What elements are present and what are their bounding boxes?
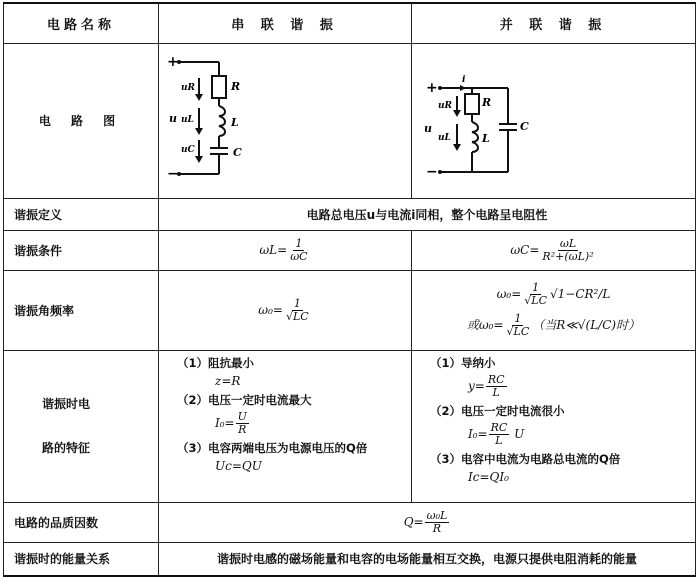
parallel-frequency-line2 xyxy=(412,313,695,338)
definition-text: 电路总电压u与电流i同相，整个电路呈电阻性 xyxy=(159,198,696,230)
parallel-feature-2-fraction xyxy=(489,422,510,447)
condition-row xyxy=(4,230,696,270)
series-feature-1-eq: z=R xyxy=(215,373,241,388)
parallel-condition-num: ωL xyxy=(559,236,577,250)
parallel-condition-fraction xyxy=(540,238,595,263)
series-uC-label: uC xyxy=(181,144,195,155)
parallel-C-label: C xyxy=(520,119,529,133)
parallel-frequency-den2: √LC xyxy=(506,325,530,338)
series-plus-sign: + xyxy=(167,53,179,70)
energy-row xyxy=(4,542,696,576)
header-parallel-resonance: 并 联 谐 振 xyxy=(412,3,696,43)
parallel-uL-label: uL xyxy=(438,132,451,143)
energy-label: 谐振时的能量关系 xyxy=(4,542,159,576)
quality-factor-label: 电路的品质因数 xyxy=(4,502,159,542)
parallel-L-label: L xyxy=(482,131,490,145)
parallel-uR-label: uR xyxy=(438,100,453,111)
parallel-frequency-radical: √1−CR²/L xyxy=(550,287,611,301)
series-feature-2-lhs: I₀= xyxy=(215,415,235,430)
parallel-feature-1-eq xyxy=(430,374,695,399)
quality-factor-num: ω₀L xyxy=(426,508,448,522)
header-series-resonance: 串 联 谐 振 xyxy=(159,3,412,43)
parallel-feature-2-den: L xyxy=(495,433,503,447)
series-frequency-num: 1 xyxy=(293,296,301,310)
parallel-circuit-cell xyxy=(412,43,696,198)
parallel-frequency-lhs2: 或ω₀= xyxy=(466,318,504,332)
series-feature-1: （1）阻抗最小 xyxy=(177,355,255,370)
series-minus-sign: − xyxy=(167,165,179,182)
quality-factor-fraction xyxy=(425,510,450,535)
series-condition-fraction xyxy=(288,238,309,263)
parallel-u-label: u xyxy=(424,121,432,135)
quality-factor-den: R xyxy=(432,521,442,535)
parallel-frequency-num2: 1 xyxy=(514,312,522,325)
series-frequency-den: √LC xyxy=(285,309,309,323)
header-row xyxy=(4,3,696,43)
series-condition-formula xyxy=(159,230,412,270)
features-label-line2: 路的特征 xyxy=(42,441,91,455)
parallel-frequency-formula xyxy=(412,270,696,350)
series-feature-2-den: R xyxy=(238,422,247,436)
parallel-feature-1-lhs: y= xyxy=(468,378,485,393)
parallel-feature-1-fraction xyxy=(486,374,507,399)
series-L-label: L xyxy=(231,115,239,129)
features-row xyxy=(4,350,696,502)
parallel-feature-2-rhs: U xyxy=(514,426,525,441)
energy-text: 谐振时电感的磁场能量和电容的电场能量相互交换，电源只提供电阻消耗的能量 xyxy=(159,542,696,576)
parallel-R-label: R xyxy=(482,95,492,109)
parallel-feature-1: （1）导纳小 xyxy=(430,355,496,370)
series-condition-den: ωC xyxy=(290,249,308,263)
header-circuit-name: 电路名称 xyxy=(4,3,159,43)
features-label-line1: 谐振时电 xyxy=(42,397,91,411)
series-frequency-formula xyxy=(159,270,412,350)
parallel-condition-lhs: ωC= xyxy=(510,242,540,257)
parallel-frequency-condition: （当R≪√(L/C)时） xyxy=(532,318,641,332)
series-uL-label: uL xyxy=(181,114,194,125)
series-feature-2: （2）电压一定时电流最大 xyxy=(177,392,312,407)
series-feature-3-eq: Uc=QU xyxy=(215,458,262,473)
parallel-feature-3-eq: Ic=QI₀ xyxy=(468,469,509,484)
parallel-feature-2-num: RC xyxy=(490,420,508,434)
parallel-features xyxy=(412,350,696,502)
parallel-plus-sign: + xyxy=(426,79,438,96)
series-feature-2-num: U xyxy=(237,409,247,423)
diagram-row xyxy=(4,43,696,198)
parallel-circuit-diagram xyxy=(412,44,696,194)
resonance-comparison-table xyxy=(3,2,696,577)
series-frequency-lhs: ω₀= xyxy=(258,302,283,317)
parallel-minus-sign: − xyxy=(426,163,438,180)
series-feature-2-fraction xyxy=(236,411,249,436)
definition-row xyxy=(4,198,696,230)
condition-label: 谐振条件 xyxy=(4,230,159,270)
series-u-label: u xyxy=(169,111,177,125)
series-R-label: R xyxy=(231,79,241,93)
parallel-frequency-fraction1 xyxy=(522,282,549,307)
series-features xyxy=(159,350,412,502)
angular-frequency-row xyxy=(4,270,696,350)
features-label xyxy=(4,350,159,502)
definition-label: 谐振定义 xyxy=(4,198,159,230)
parallel-feature-2-lhs: I₀= xyxy=(468,426,488,441)
quality-factor-formula xyxy=(159,502,696,542)
parallel-feature-1-num: RC xyxy=(487,372,505,386)
series-condition-num: 1 xyxy=(295,236,303,250)
parallel-frequency-line1 xyxy=(412,282,695,307)
parallel-feature-1-den: L xyxy=(492,385,500,399)
parallel-i-label: i xyxy=(462,74,466,85)
series-C-label: C xyxy=(233,145,242,159)
series-frequency-fraction xyxy=(284,298,311,323)
series-uR-label: uR xyxy=(181,82,196,93)
parallel-feature-2: （2）电压一定时电流很小 xyxy=(430,403,565,418)
series-condition-lhs: ωL= xyxy=(259,242,288,257)
parallel-feature-3: （3）电容中电流为电路总电流的Q倍 xyxy=(430,451,621,466)
parallel-condition-formula xyxy=(412,230,696,270)
quality-factor-lhs: Q= xyxy=(403,514,424,529)
parallel-frequency-lhs1: ω₀= xyxy=(496,287,522,301)
parallel-feature-2-eq xyxy=(430,422,695,447)
series-circuit-diagram xyxy=(159,44,412,194)
parallel-frequency-den1: √LC xyxy=(524,294,547,307)
series-feature-3: （3）电容两端电压为电源电压的Q倍 xyxy=(177,440,368,455)
series-feature-2-eq xyxy=(177,411,411,436)
diagram-label: 电 路 图 xyxy=(4,43,159,198)
parallel-condition-den: R²+(ωL)² xyxy=(542,249,594,263)
series-circuit-cell xyxy=(159,43,412,198)
parallel-frequency-fraction2 xyxy=(505,313,532,338)
quality-factor-row xyxy=(4,502,696,542)
angular-frequency-label: 谐振角频率 xyxy=(4,270,159,350)
parallel-frequency-num1: 1 xyxy=(532,281,540,294)
